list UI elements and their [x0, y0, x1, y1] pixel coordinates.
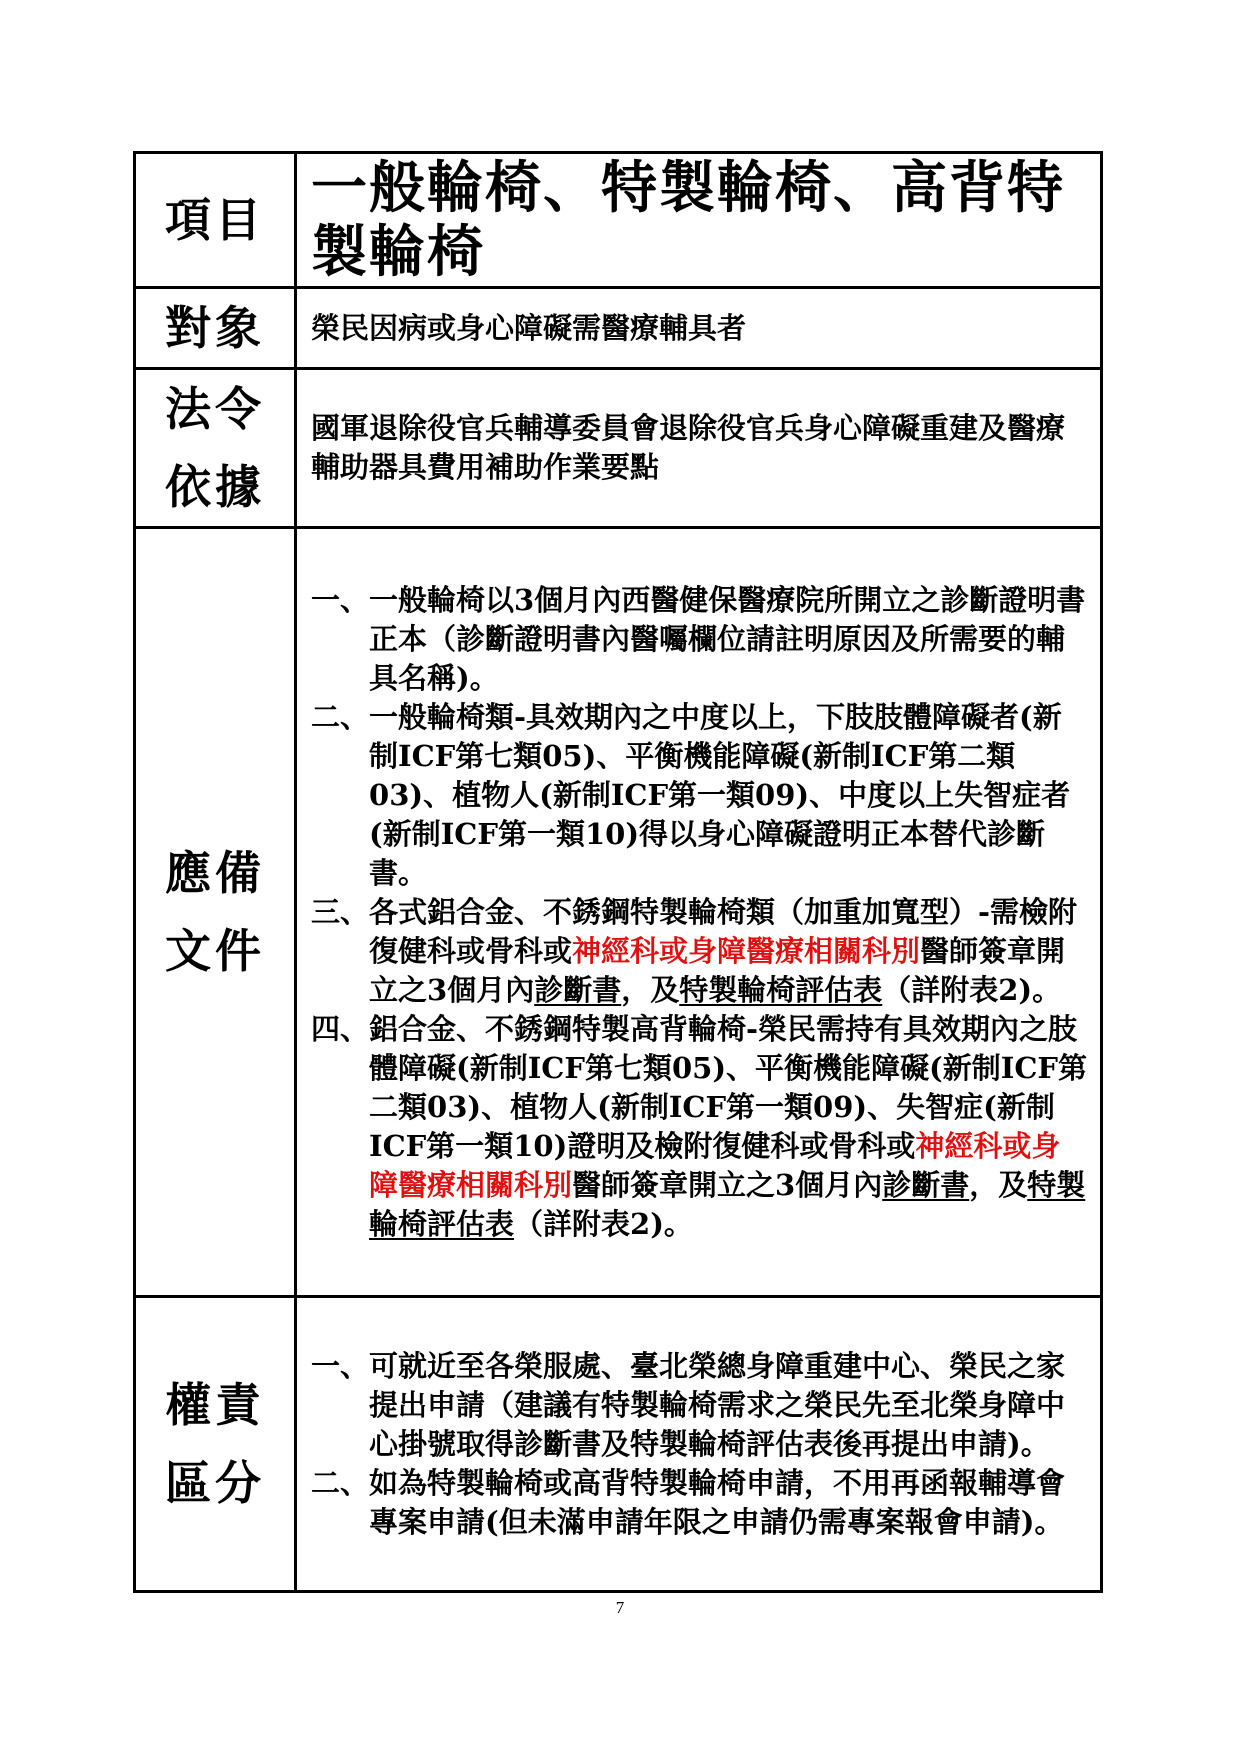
list-text: 如為特製輪椅或高背特製輪椅申請，不用再函報輔導會專案申請(但未滿申請年限之申請仍需專案報會申請)。 [369, 1465, 1066, 1539]
list-number: 一、 [311, 1348, 370, 1383]
list-item [311, 893, 1088, 1010]
list-text: 一般輪椅以3個月內西醫健保醫療院所開立之診斷證明書正本（診斷證明書內醫囑欄位請註明原因及所需要的輔具名稱)。 [369, 582, 1086, 695]
list-number: 二、 [311, 699, 370, 734]
highlight-text: 神經科或身障醫療相關科別 [572, 933, 921, 968]
list-text: 各式鋁合金、不銹鋼特製輪椅類（加重加寬型）-需檢附復健科或骨科或神經科或身障醫療相關科別醫師簽章開立之3個月內診斷書，及特製輪椅評估表（詳附表2)。 [369, 894, 1078, 1007]
list-text: 一般輪椅類-具效期內之中度以上，下肢肢體障礙者(新制ICF第七類05)、平衡機能障礙(新制ICF第二類03)、植物人(新制ICF第一類09)、中度以上失智症者(新制ICF第一類10)得以身心障礙證明正本替代診斷書。 [369, 699, 1071, 890]
row-law [135, 369, 1102, 528]
value-responsibility [296, 1297, 1102, 1592]
label-item: 項目 [135, 153, 296, 288]
value-law: 國軍退除役官兵輔導委員會退除役官兵身心障礙重建及醫療輔助器具費用補助作業要點 [296, 369, 1102, 528]
label-responsibility: 權責 區分 [135, 1297, 296, 1592]
underlined-text: 診斷書 [882, 1167, 970, 1202]
label-target: 對象 [135, 288, 296, 369]
list-number: 三、 [311, 894, 370, 929]
label-law: 法令 依據 [135, 369, 296, 528]
row-documents [135, 528, 1102, 1297]
list-text: 可就近至各榮服處、臺北榮總身障重建中心、榮民之家提出申請（建議有特製輪椅需求之榮民先至北榮身障中心掛號取得診斷書及特製輪椅評估表後再提出申請)。 [369, 1348, 1066, 1461]
list-item [311, 1464, 1088, 1542]
row-item [135, 153, 1102, 288]
item-title: 一般輪椅、特製輪椅、高背特製輪椅 [311, 155, 1065, 285]
list-text: 鋁合金、不銹鋼特製高背輪椅-榮民需持有具效期內之肢體障礙(新制ICF第七類05)、平衡機能障礙(新制ICF第二類03)、植物人(新制ICF第一類09)、失智症(新制ICF第一類10)證明及檢附復健科或骨科或神經科或身障醫療相關科別醫師簽章開立之3個月內診斷書，及特製輪椅評估表（詳附表2)。 [369, 1011, 1088, 1241]
list-item [311, 698, 1088, 893]
underlined-text: 特製輪椅評估表 [369, 1167, 1086, 1241]
list-item [311, 1010, 1088, 1244]
highlight-text: 神經科或身障醫療相關科別 [369, 1128, 1061, 1202]
value-item [296, 153, 1102, 288]
list-item [311, 581, 1088, 698]
underlined-text: 特製輪椅評估表 [679, 972, 883, 1007]
list-number: 一、 [311, 582, 370, 617]
row-target [135, 288, 1102, 369]
underlined-text: 診斷書 [534, 972, 622, 1007]
label-documents: 應備 文件 [135, 528, 296, 1297]
value-target: 榮民因病或身心障礙需醫療輔具者 [296, 288, 1102, 369]
list-item [311, 1347, 1088, 1464]
wheelchair-subsidy-table [133, 151, 1103, 1593]
value-documents [296, 528, 1102, 1297]
list-number: 二、 [311, 1465, 370, 1500]
list-number: 四、 [311, 1011, 370, 1046]
row-responsibility [135, 1297, 1102, 1592]
page-number: 7 [615, 1598, 625, 1617]
